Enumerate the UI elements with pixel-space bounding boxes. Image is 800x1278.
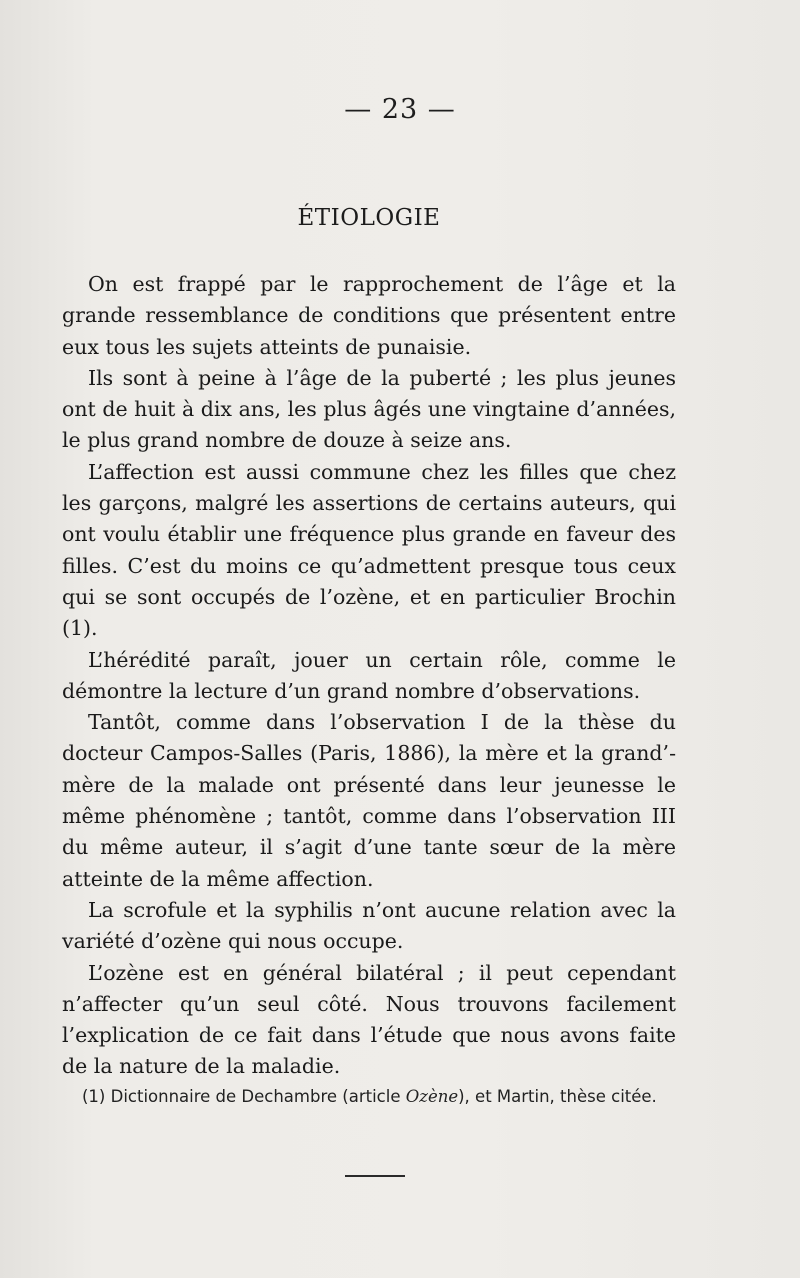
paragraph: L’ozène est en général bilatéral ; il peut cependant n’affecter qu’un seul côté. Nous trouvons facilement l’explication de ce fait dans l’étude que nous avons faite de la nature de la maladie. [62,960,676,1079]
paragraph: Ils sont à peine à l’âge de la puberté ; les plus jeunes ont de huit à dix ans, les plus âgés une vingtaine d’années, le plus grand nombre de douze à seize ans. [62,365,676,453]
section-title: ÉTIOLOGIE [297,205,441,231]
paragraph: L’hérédité paraît, jouer un certain rôle, comme le démontre la lecture d’un grand nombre d’observations. [62,647,676,703]
footnote-text-start: (1) Dictionnaire de Dechambre (article [82,1087,406,1106]
footnote-text-end: ), et Martin, thèse citée. [458,1087,657,1106]
paragraph: Tantôt, comme dans l’observation I de la thèse du docteur Campos-Salles (Paris, 1886), la mère et la grand’-mère de la malade ont présenté dans leur jeunesse le même phénomène ; tantôt, comme dans l’observation III du même auteur, il s’agit d’une tante sœur de la mère atteinte de la même affection. [62,710,676,891]
paragraph: La scrofule et la syphilis n’ont aucune relation avec la variété d’ozène qui nous occupe. [62,897,676,954]
body-text [62,269,676,1083]
paragraph: L’affection est aussi commune chez les filles que chez les garçons, malgré les assertions de certains auteurs, qui ont voulu établir une fréquence plus grande en faveur des filles. C’est du moins ce qu’admettent presque tous ceux qui se sont occupés de l’ozène, et en particulier Brochin (1). [62,459,676,641]
footnote-italic-term: Ozène [405,1087,459,1106]
footnote [62,1084,676,1109]
paragraph: On est frappé par le rapprochement de l’âge et la grande ressemblance de conditions que présentent entre eux tous les sujets atteints de punaisie. [62,272,676,359]
page-number: — 23 — [344,94,456,125]
end-rule [345,1175,405,1177]
